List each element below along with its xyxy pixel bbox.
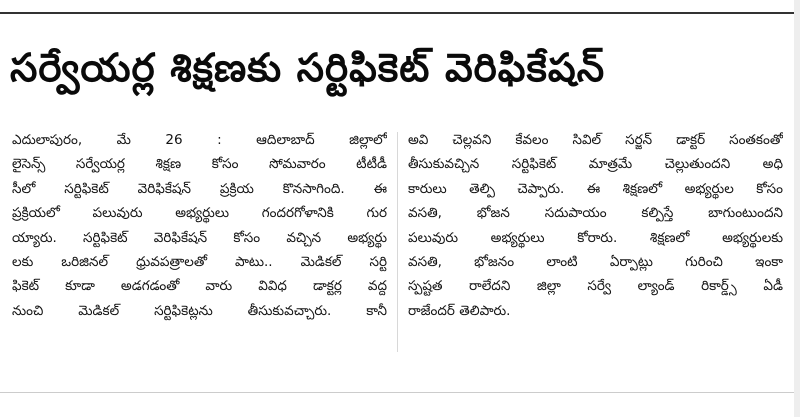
left-column-line: లకు ఒరిజినల్ ధ్రువపత్రాలతో పాటు.. మెడికల్ సర్టి — [12, 253, 387, 270]
left-column-line: ఎదులాపురం, మే 26 : ఆదిలాబాద్ జిల్లాలో — [12, 132, 387, 148]
column-divider — [397, 132, 398, 352]
right-column-line: వసతి, భోజనం లాంటి ఏర్పాట్లు గురించి ఇంకా — [408, 253, 783, 270]
left-column-line: నుంచి మెడికల్ సర్టిఫికెట్లను తీసుకువచ్చారు. కానీ — [12, 302, 387, 319]
bottom-rule — [0, 392, 800, 393]
left-column-line: సీలో సర్టిఫికెట్ వెరిఫికేషన్ ప్రక్రియ కొనసాగింది. ఈ — [12, 180, 387, 197]
right-column-line: రాజేందర్ తెలిపారు. — [408, 302, 511, 319]
right-column-line: పలువురు అభ్యర్థులు కోరారు. శిక్షణలో అభ్యర్థులకు — [408, 229, 783, 246]
right-column-line: వసతి, భోజన సదుపాయం కల్పిస్తే బాగుంటుందని — [408, 205, 783, 222]
right-column — [408, 128, 783, 323]
left-column-line: ఫికెట్ కూడా అడగడంతో వారు వివిధ డాక్టర్ల వద్ద — [12, 278, 387, 295]
left-column-line: య్యారు. సర్టిఫికెట్ వెరిఫికేషన్ కోసం వచ్చిన అభ్యర్థు — [12, 229, 387, 246]
headline: సర్వేయర్ల శిక్షణకు సర్టిఫికెట్ వెరిఫికేషన్ — [10, 46, 606, 91]
right-column-line: తీసుకువచ్చిన సర్టిఫికెట్ మాత్రమే చెల్లుతుందని అధి — [408, 156, 783, 173]
left-column-line: ప్రక్రియలో పలువురు అభ్యర్థులు గందరగోళానికి గుర — [12, 205, 387, 222]
left-column — [12, 128, 387, 323]
right-column-line: కారులు తెల్పి చెప్పారు. ఈ శిక్షణలో అభ్యర్థుల కోసం — [408, 180, 783, 197]
scan-edge — [794, 0, 800, 417]
right-column-line: స్పష్టత రాలేదని జిల్లా సర్వే ల్యాండ్ రికార్డ్స్ ఏడీ — [408, 278, 783, 295]
right-column-line: అవి చెల్లవని కేవలం సివిల్ సర్జన్ డాక్టర్ సంతకంతో — [408, 132, 783, 148]
top-rule — [0, 12, 800, 14]
left-column-line: లైసెన్స్ సర్వేయర్ల శిక్షణ కోసం సోమవారం టీటీడీ — [12, 156, 387, 173]
